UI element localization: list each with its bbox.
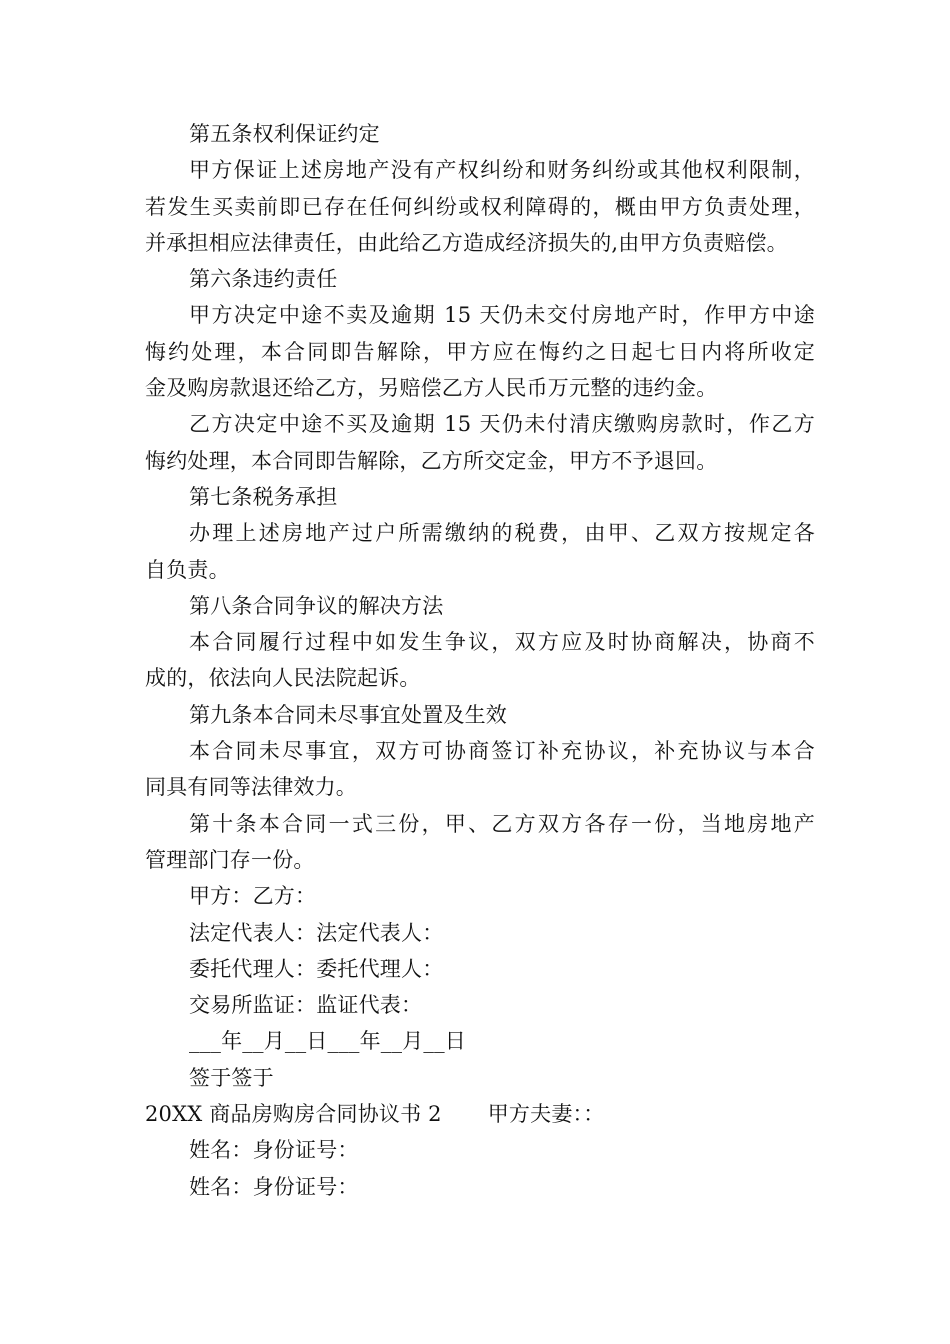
article-heading: 第七条税务承担 <box>189 484 338 509</box>
paragraph-line: 悔约处理，本合同即告解除，乙方所交定金，甲方不予退回。 <box>145 448 718 473</box>
paragraph-line: 甲方保证上述房地产没有产权纠纷和财务纠纷或其他权利限制， <box>189 158 815 183</box>
signature-witness-line: 交易所监证：监证代表： <box>189 993 423 1018</box>
document-body <box>145 116 815 1205</box>
signature-party-line: 甲方：乙方： <box>189 884 317 909</box>
paragraph-line: 甲方决定中途不卖及逾期 15 天仍未交付房地产时，作甲方中途 <box>189 303 815 328</box>
paragraph-line: 悔约处理，本合同即告解除，甲方应在悔约之日起七日内将所收定 <box>145 339 815 364</box>
paragraph-line: 管理部门存一份。 <box>145 847 315 872</box>
article-heading: 第五条权利保证约定 <box>189 122 380 146</box>
paragraph-line: 成的，依法向人民法院起诉。 <box>145 666 421 691</box>
paragraph-line: 自负责。 <box>145 557 230 582</box>
article-heading: 第六条违约责任 <box>189 267 338 292</box>
paragraph-line: 同具有同等法律效力。 <box>145 775 357 800</box>
paragraph-line: 办理上述房地产过户所需缴纳的税费，由甲、乙双方按规定各 <box>189 521 815 546</box>
article-heading: 第八条合同争议的解决方法 <box>189 593 444 618</box>
paragraph-line: 金及购房款退还给乙方，另赔偿乙方人民币万元整的违约金。 <box>145 376 718 401</box>
signature-date-line: ___年__月__日___年__月__日 <box>189 1029 466 1054</box>
paragraph-line: 第十条本合同一式三份，甲、乙方双方各存一份，当地房地产 <box>189 811 815 836</box>
paragraph-line: 若发生买卖前即已存在任何纠纷或权利障碍的，概由甲方负责处理， <box>145 194 815 219</box>
party-label: 甲方夫妻：： <box>487 1102 605 1127</box>
signature-representative-line: 法定代表人：法定代表人： <box>189 920 444 945</box>
id-info-line: 姓名：身份证号： <box>189 1138 359 1163</box>
signature-agent-line: 委托代理人：委托代理人： <box>189 956 444 981</box>
paragraph-line: 本合同履行过程中如发生争议，双方应及时协商解决，协商不 <box>189 630 815 655</box>
contract-title: 20XX 商品房购房合同协议书 2 <box>145 1102 442 1127</box>
paragraph-line: 乙方决定中途不买及逾期 15 天仍未付清庆缴购房款时，作乙方 <box>189 412 815 437</box>
paragraph-line: 本合同未尽事宜，双方可协商签订补充协议，补充协议与本合 <box>189 739 815 764</box>
contract-title-line <box>145 1096 815 1132</box>
id-info-line: 姓名：身份证号： <box>189 1174 359 1199</box>
paragraph-line: 并承担相应法律责任，由此给乙方造成经济损失的,由甲方负责赔偿。 <box>145 230 788 255</box>
signature-place-line: 签于签于 <box>189 1065 274 1090</box>
article-heading: 第九条本合同未尽事宜处置及生效 <box>189 702 507 727</box>
